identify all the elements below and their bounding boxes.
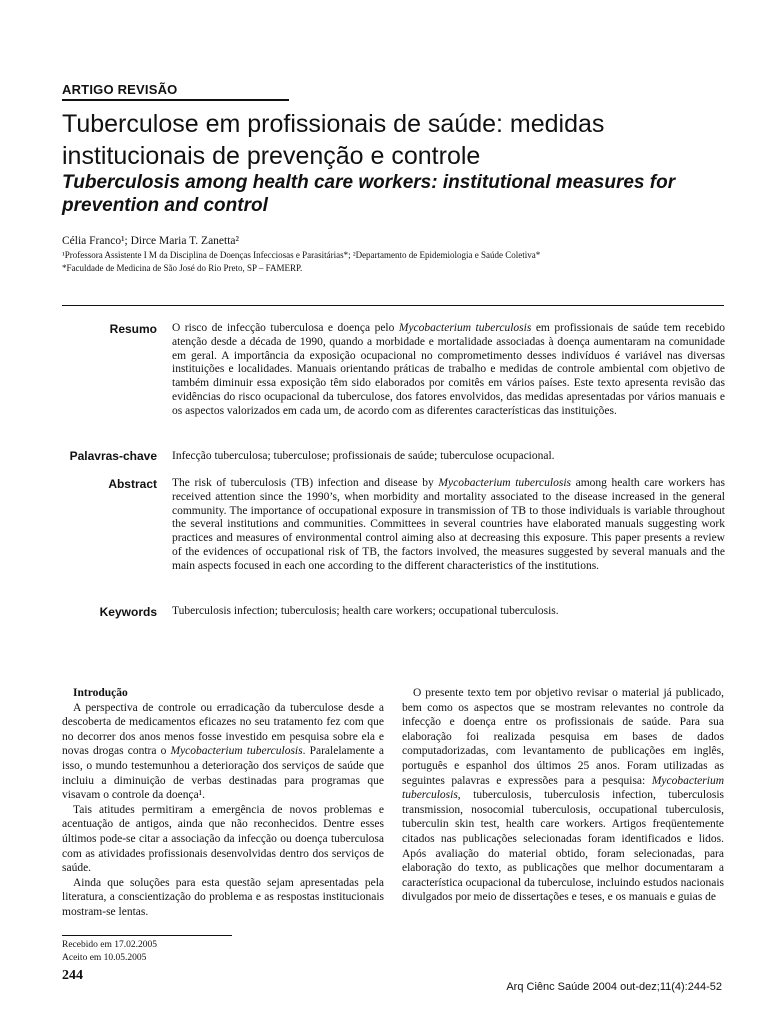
- body-column-left: [62, 686, 384, 920]
- footer-divider: [62, 935, 232, 936]
- resumo-text-part: em profissionais de saúde tem recebido atenção desde a década de 1990, quando a morbidade e mortalidade associadas à doença aumentaram na comunidade em geral. A importância da exposição ocupacional no comprometimento desses indivíduos é variável nas diversas instituições e localidades. Manuais orientando práticas de trabalho e medidas de controle ambiental com objetivo de também diminuir essa exposição têm sido elaborados por comitês em vários países. Este texto apresenta revisão das evidências do risco ocupacional da tuberculose, dos fatores envolvidos, das medidas apresentadas por vários manuais e os aspectos valorizados em cada um, de acordo com as diferentes características das instituições.: [172, 322, 725, 417]
- abstract-text-part: among health care workers has received attention since the 1990’s, when morbidity and mortality associated to the disease increased in the general community. The importance of occupational exposure in transmission of TB to those individuals is variable throughout the several institutions and communities. Committees in several countries have elaborated manuals suggesting work practices and measures of environmental control aiming also at decreasing this exposure. This paper presents a review of the evidences of occupational risk of TB, the factors involved, the measures suggested by several manuals and the main aspects focused in each one according to the different characteristics of the institutions.: [172, 477, 726, 572]
- intro-paragraph-3: Ainda que soluções para esta questão sejam apresentadas pela literatura, a conscientização do problema e as respostas institucionais mostram-se lentas.: [62, 876, 384, 918]
- resumo-organism: Mycobacterium tuberculosis: [398, 322, 532, 334]
- abstract-text: [172, 477, 725, 574]
- abstract-label: Abstract: [108, 477, 157, 491]
- paragraph-text: . Paralelamente a isso, o mundo testemunhou a deterioração dos serviços de saúde que incluiu a diminuição de verbas destinadas para programas que visavam o controle da doença¹.: [62, 745, 384, 802]
- resumo-text-part: O risco de infecção tuberculosa e doença pelo: [172, 322, 399, 334]
- authors: Célia Franco¹; Dirce Maria T. Zanetta²: [62, 235, 239, 247]
- keywords-text: Tuberculosis infection; tuberculosis; health care workers; occupational tuberculosis.: [172, 605, 559, 617]
- body-column-right: [402, 686, 724, 905]
- affiliation-1: ¹Professora Assistente I M da Disciplina de Doenças Infecciosas e Parasitárias*; ²Departamento de Epidemiologia e Saúde Coletiva*: [62, 250, 541, 260]
- title-english: Tuberculosis among health care workers: institutional measures for prevention and control: [62, 172, 676, 216]
- page-number: 244: [62, 968, 83, 983]
- paragraph-text: A perspectiva de controle ou erradicação da tuberculose desde a descoberta de medicamentos eficazes no seu tratamento fez com que no decorrer dos anos menos fosse investido em pesquisa sobre ela e novas drogas contra o: [62, 701, 384, 758]
- abstract-organism: Mycobacterium tuberculosis: [438, 477, 571, 489]
- keywords-label: Keywords: [99, 605, 157, 619]
- resumo-label: Resumo: [109, 322, 157, 336]
- header-divider: [62, 305, 724, 306]
- palavras-chave-label: Palavras-chave: [69, 449, 157, 463]
- affiliation-2: *Faculdade de Medicina de São José do Rio Preto, SP – FAMERP.: [62, 263, 303, 273]
- palavras-chave-text: Infecção tuberculosa; tuberculose; profissionais de saúde; tuberculose ocupacional.: [172, 450, 555, 462]
- section-rule: [62, 99, 289, 101]
- paragraph-text: O presente texto tem por objetivo revisar o material já publicado, bem como os aspectos que se mostram relevantes no controle da infecção e doença entre os profissionais de saúde. Para sua elaboração foi realizada pesquisa em bases de dados computadorizadas, com levantamento de publicações em inglês, português e espanhol dos últimos 25 anos. Foram utilizadas as seguintes palavras e expressões para a pesquisa:: [402, 687, 724, 787]
- resumo-text: [172, 322, 725, 419]
- received-date: Recebido em 17.02.2005: [62, 940, 157, 950]
- intro-organism: Mycobacterium tuberculosis: [402, 774, 724, 802]
- intro-organism: Mycobacterium tuberculosis: [170, 745, 303, 758]
- title-portuguese: Tuberculose em profissionais de saúde: medidas institucionais de prevenção e controle: [62, 110, 605, 170]
- paragraph-text: , tuberculosis, tuberculosis infection, tuberculosis transmission, nosocomial tuberculosis, occupational tuberculosis, tuberculin skin test, health care workers. Artigos freqüentemente citados nas publicações selecionadas foram identificados e lidos. Após avaliação do material obtido, foram selecionadas, para elaboração do texto, as publicações que melhor documentaram a característica ocupacional da tuberculose, incluindo estudos nacionais divulgados por meio de dissertações e teses, e os manuais e guias de: [402, 789, 724, 904]
- abstract-text-part: The risk of tuberculosis (TB) infection and disease by: [172, 477, 439, 489]
- intro-heading: Introdução: [73, 687, 128, 699]
- journal-reference: Arq Ciênc Saúde 2004 out-dez;11(4):244-52: [506, 981, 722, 993]
- intro-paragraph-4: [402, 686, 724, 905]
- intro-paragraph-1: [62, 701, 384, 803]
- intro-paragraph-2: Tais atitudes permitiram a emergência de novos problemas e acentuação de antigos, ainda que não reconhecidos. Dentre esses últimos pode-se citar a associação da infecção ou doença tuberculosa com as atividades profissionais desenvolvidas dentro dos serviços de saúde.: [62, 803, 384, 875]
- accepted-date: Aceito em 10.05.2005: [62, 953, 147, 963]
- section-label: ARTIGO REVISÃO: [62, 82, 178, 97]
